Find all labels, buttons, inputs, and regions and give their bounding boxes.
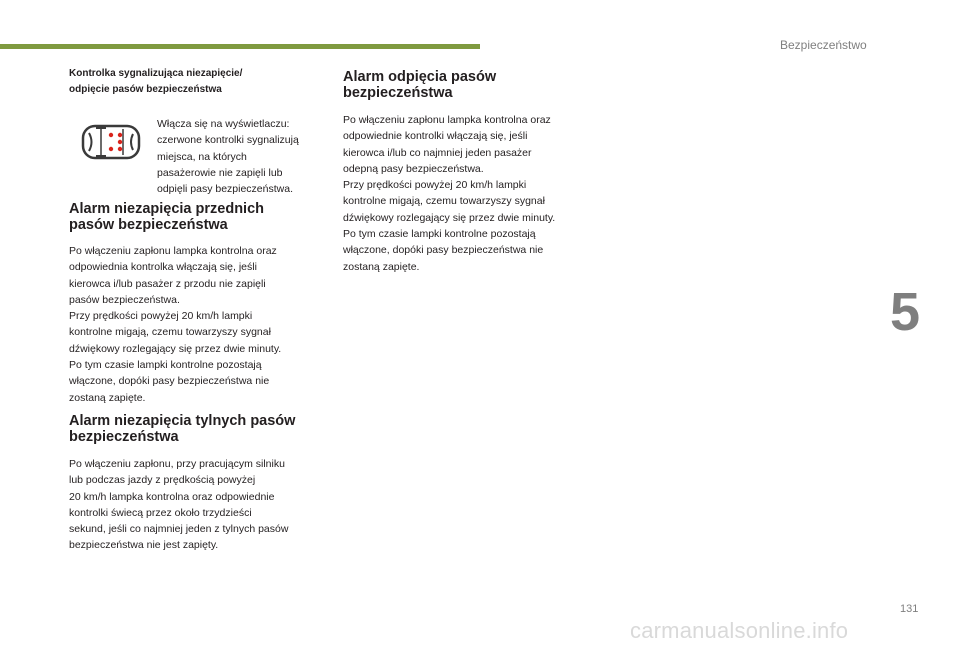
indicator-title: Kontrolka sygnalizująca niezapięcie/ odpięcie pasów bezpieczeństwa — [69, 68, 243, 95]
indicator-block — [69, 66, 324, 196]
front-belt-text: Po włączeniu zapłonu lampka kontrolna oraz odpowiednia kontrolka włączają się, jeśli kierowca i/lub pasażer z przodu nie zapięli pasów bezpieczeństwa. Przy prędkości powyżej 20 km/h lampki kontrolne migają, czemu towarzyszy sygnał dźwiękowy rozlegający się przez dwie minuty. Po tym czasie lampki kontrolne pozostają włączone, dopóki pasy bezpieczeństwa nie zostaną zapięte. — [69, 245, 282, 404]
section-title: Bezpieczeństwo — [780, 38, 867, 52]
front-belt-heading: Alarm niezapięcia przednich pasów bezpieczeństwa — [69, 201, 265, 233]
indicator-row — [69, 116, 324, 196]
indicator-text: Włącza się na wyświetlaczu: czerwone kontrolki sygnalizują miejsca, na których pasażerowie nie zapięli lub odpięli pasy bezpieczeństwa. — [157, 118, 299, 196]
watermark: carmanualsonline.info — [630, 618, 849, 643]
header-accent-bar — [0, 44, 480, 49]
unbuckle-text: Po włączeniu zapłonu lampka kontrolna oraz odpowiednie kontrolki włączają się, jeśli kierowca i/lub co najmniej jeden pasażer odepną pasy bezpieczeństwa. Przy prędkości powyżej 20 km/h lampki kontrolne migają, czemu towarzyszy sygnał dźwiękowy rozlegający się przez dwie minuty. Po tym czasie lampki kontrolne pozostają włączone, dopóki pasy bezpieczeństwa nie zostaną zapięte. — [343, 114, 556, 273]
page-number: 131 — [900, 603, 919, 615]
rear-belt-text: Po włączeniu zapłonu, przy pracującym silniku lub podczas jazdy z prędkością powyżej 20 km/h lampka kontrolna oraz odpowiednie kontrolki świecą przez około trzydzieści sekund, jeśli co najmniej jeden z tylnych pasów bezpieczeństwa nie jest zapięty. — [69, 458, 289, 552]
unbuckle-heading: Alarm odpięcia pasów bezpieczeństwa — [343, 69, 497, 101]
car-seatbelt-warning-icon — [81, 122, 141, 162]
chapter-number: 5 — [890, 282, 921, 342]
rear-belt-heading: Alarm niezapięcia tylnych pasów bezpieczeństwa — [69, 413, 296, 445]
